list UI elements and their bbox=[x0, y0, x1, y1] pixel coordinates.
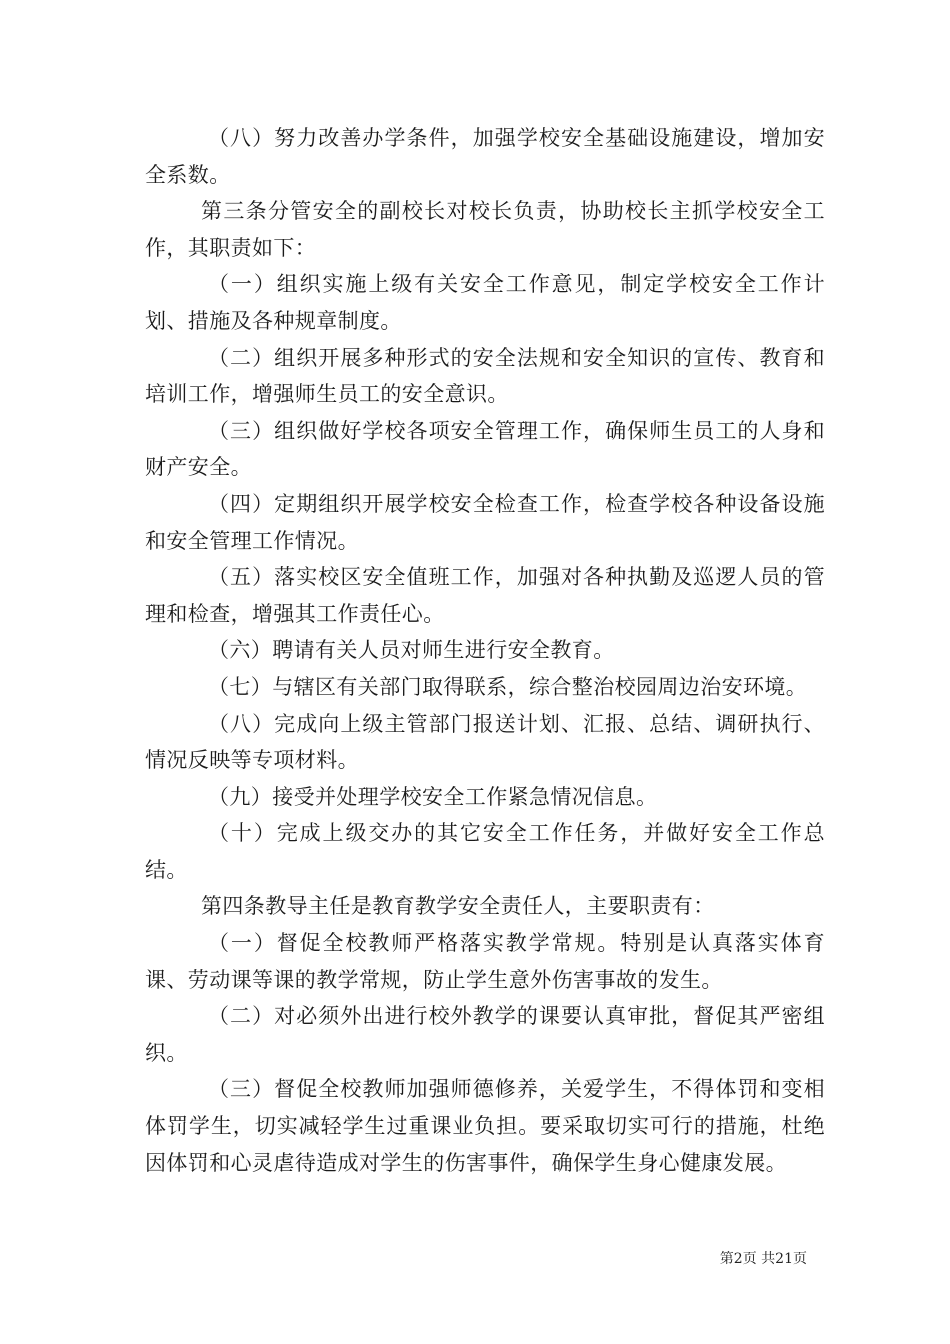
paragraph-item: （七）与辖区有关部门取得联系，综合整治校园周边治安环境。 bbox=[208, 674, 808, 699]
paragraph-item: （二）组织开展多种形式的安全法规和安全知识的宣传、教育和培训工作，增强师生员工的安全意识。 bbox=[145, 345, 825, 407]
paragraph-item: （四）定期组织开展学校安全检查工作，检查学校各种设备设施和安全管理工作情况。 bbox=[145, 491, 825, 553]
paragraph-item: （二）对必须外出进行校外教学的课要认真审批，督促其严密组织。 bbox=[145, 1004, 825, 1065]
paragraph-item: （五）落实校区安全值班工作，加强对各种执勤及巡逻人员的管理和检查，增强其工作责任心。 bbox=[145, 565, 825, 626]
paragraph-article: 第三条分管安全的副校长对校长负责，协助校长主抓学校安全工作，其职责如下： bbox=[145, 199, 825, 260]
paragraph-item: （一）督促全校教师严格落实教学常规。特别是认真落实体育课、劳动课等课的教学常规，防止学生意外伤害事故的发生。 bbox=[145, 931, 825, 992]
document-body bbox=[145, 120, 825, 1181]
paragraph-item: （八）完成向上级主管部门报送计划、汇报、总结、调研执行、情况反映等专项材料。 bbox=[145, 711, 825, 773]
paragraph-item: （六）聘请有关人员对师生进行安全教育。 bbox=[208, 638, 615, 663]
current-page-number: 2 bbox=[733, 1251, 743, 1267]
paragraph-item: （三）督促全校教师加强师德修养，关爱学生，不得体罚和变相体罚学生，切实减轻学生过重课业负担。要采取切实可行的措施，杜绝因体罚和心灵虐待造成对学生的伤害事件，确保学生身心健康发展。 bbox=[145, 1077, 825, 1175]
paragraph-item: （三）组织做好学校各项安全管理工作，确保师生员工的人身和财产安全。 bbox=[145, 418, 825, 480]
paragraph-item: （八）努力改善办学条件，加强学校安全基础设施建设，增加安全系数。 bbox=[145, 126, 825, 187]
page-number-middle: 页 共 bbox=[742, 1251, 776, 1267]
page-number-prefix: 第 bbox=[719, 1251, 734, 1267]
total-page-count: 21 bbox=[775, 1251, 793, 1267]
page-number-suffix: 页 bbox=[793, 1251, 807, 1267]
paragraph-item: （一）组织实施上级有关安全工作意见，制定学校安全工作计划、措施及各种规章制度。 bbox=[145, 272, 825, 333]
page-footer bbox=[0, 1248, 807, 1268]
paragraph-item: （十）完成上级交办的其它安全工作任务，并做好安全工作总结。 bbox=[145, 821, 825, 882]
paragraph-item: （九）接受并处理学校安全工作紧急情况信息。 bbox=[208, 784, 658, 809]
paragraph-article: 第四条教导主任是教育教学安全责任人，主要职责有： bbox=[201, 894, 715, 919]
